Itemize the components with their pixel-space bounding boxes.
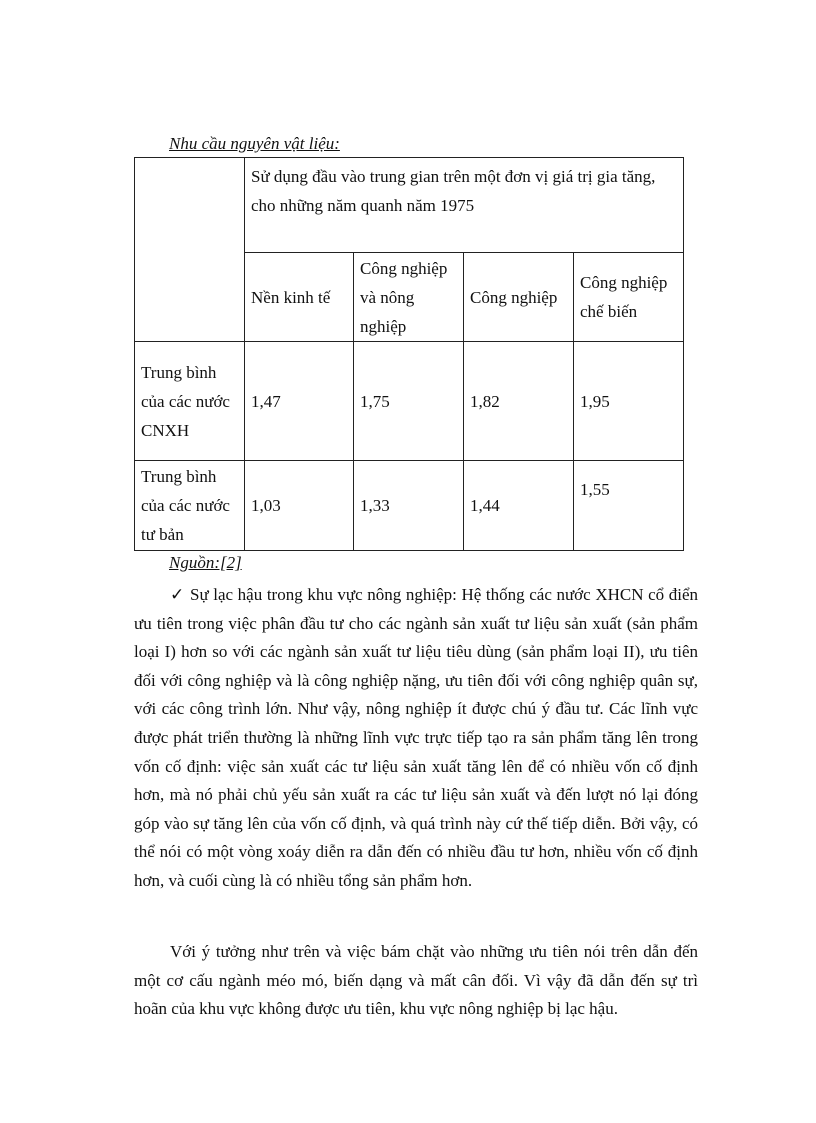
body-paragraph [134,938,698,1024]
table-cell: 1,95 [574,342,684,461]
paragraph-text: Với ý tưởng như trên và việc bám chặt vào những ưu tiên nói trên dẫn đến một cơ cấu ngành méo mó, biến dạng và mất cân đối. Vì vậy đã dẫn đến sự trì hoãn của khu vực không được ưu tiên, khu vực nông nghiệp bị lạc hậu. [134,942,698,1019]
table-cell: 1,82 [464,342,574,461]
paragraph-text: Sự lạc hậu trong khu vực nông nghiệp: Hệ thống các nước XHCN cổ điển ưu tiên trong việc phân đầu tư cho các ngành sản xuất tư liệu sản xuất (sản phẩm loại I) hơn so với các ngành sản xuất tư liệu tiêu dùng (sản phẩm loại II), ưu tiên đối với công nghiệp và là công nghiệp nặng, ưu tiên đối với công nghiệp quân sự, với các công trình lớn. Như vậy, nông nghiệp ít được chú ý đầu tư. Các lĩnh vực được phát triển thường là những lĩnh vực trực tiếp tạo ra sản phẩm tăng lên trong vốn cố định: việc sản xuất các tư liệu sản xuất tăng lên để có nhiều vốn cố định hơn, mà nó phải chủ yếu sản xuất ra các tư liệu sản xuất và đến lượt nó lại đóng góp vào sự tăng lên của vốn cố định, và quá trình này cứ thế tiếp diễn. Bởi vậy, có thể nói có một vòng xoáy diễn ra dẫn đến có nhiều đầu tư hơn, nhiều vốn cố định hơn, và cuối cùng là có nhiều tổng sản phẩm hơn. [134,585,698,890]
body-paragraph [134,581,698,896]
table-cell: 1,75 [354,342,464,461]
table-cell: 1,33 [354,461,464,551]
table-cell: 1,55 [574,461,684,551]
checkmark-icon: ✓ [170,585,185,604]
table-cell: 1,47 [245,342,354,461]
input-usage-table [134,157,684,551]
source-caption: Nguồn:[2] [169,553,242,572]
table-header-row [135,158,684,253]
table-caption: Nhu cầu nguyên vật liệu: [169,134,340,153]
table-main-header: Sử dụng đầu vào trung gian trên một đơn vị giá trị gia tăng, cho những năm quanh năm 1975 [245,158,684,253]
table-row [135,461,684,551]
row-label: Trung bình của các nước tư bản [135,461,245,551]
column-header: Nền kinh tế [245,253,354,342]
column-header: Công nghiệp [464,253,574,342]
column-header: Công nghiệp chế biến [574,253,684,342]
table-corner-cell [135,158,245,342]
row-label: Trung bình của các nước CNXH [135,342,245,461]
column-header: Công nghiệp và nông nghiệp [354,253,464,342]
table-cell: 1,44 [464,461,574,551]
table-row [135,342,684,461]
table-cell: 1,03 [245,461,354,551]
